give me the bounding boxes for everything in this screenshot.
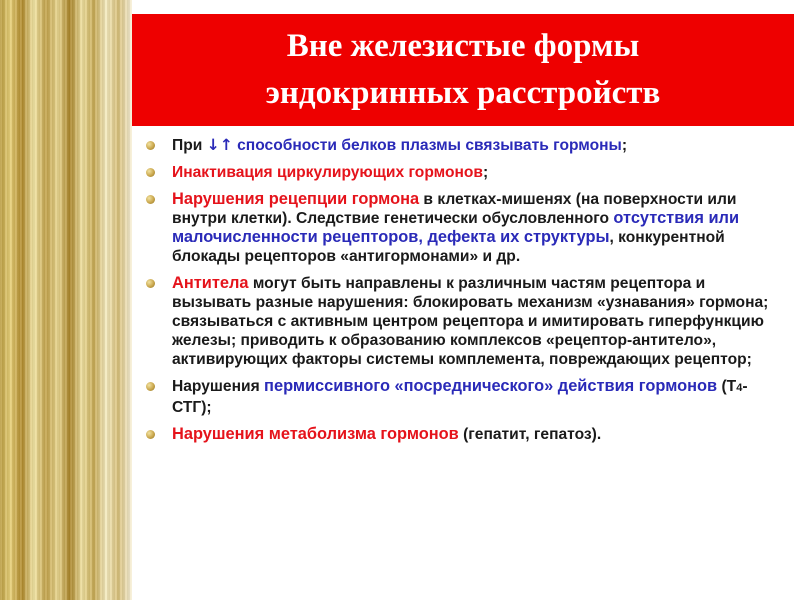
list-item: Нарушения пермиссивного «посреднического» действия гормонов (Т4-СТГ); — [146, 377, 786, 417]
list-item: Нарушения рецепции гормона в клетках-мишенях (на поверхности или внутри клетки). Следствие генетически обусловленного отсутствия или малочисленности рецепторов, дефекта их структуры, конкурентной блокады рецепторов «антигормонами» и др. — [146, 190, 786, 266]
title-banner — [132, 14, 794, 126]
decorative-gold-strip — [0, 0, 132, 600]
list-item: Инактивация циркулирующих гормонов; — [146, 163, 786, 182]
bullet-icon — [146, 141, 155, 150]
bullet-icon — [146, 195, 155, 204]
list-item: Нарушения метаболизма гормонов (гепатит, гепатоз). — [146, 425, 786, 444]
bullet-icon — [146, 168, 155, 177]
up-down-arrows-icon: ↓↑ — [206, 136, 233, 154]
bullet-list — [146, 136, 786, 444]
bullet-icon — [146, 279, 155, 288]
slide-title-line-1: Вне железистые формы — [286, 28, 640, 64]
list-item: Антитела могут быть направлены к различным частям рецептора и вызывать разные нарушения: блокировать механизм «узнавания» гормона; связываться с активным центром рецептора и имитировать гиперфункцию железы; приводить к образованию комплексов «рецептор-антитело», активирующих факторы системы комплемента, повреждающих рецептор; — [146, 274, 786, 369]
bullet-content — [146, 136, 786, 452]
bullet-icon — [146, 382, 155, 391]
list-item: При ↓↑ способности белков плазмы связывать гормоны; — [146, 136, 786, 155]
bullet-icon — [146, 430, 155, 439]
slide-title-line-2: эндокринных расстройств — [265, 75, 661, 111]
